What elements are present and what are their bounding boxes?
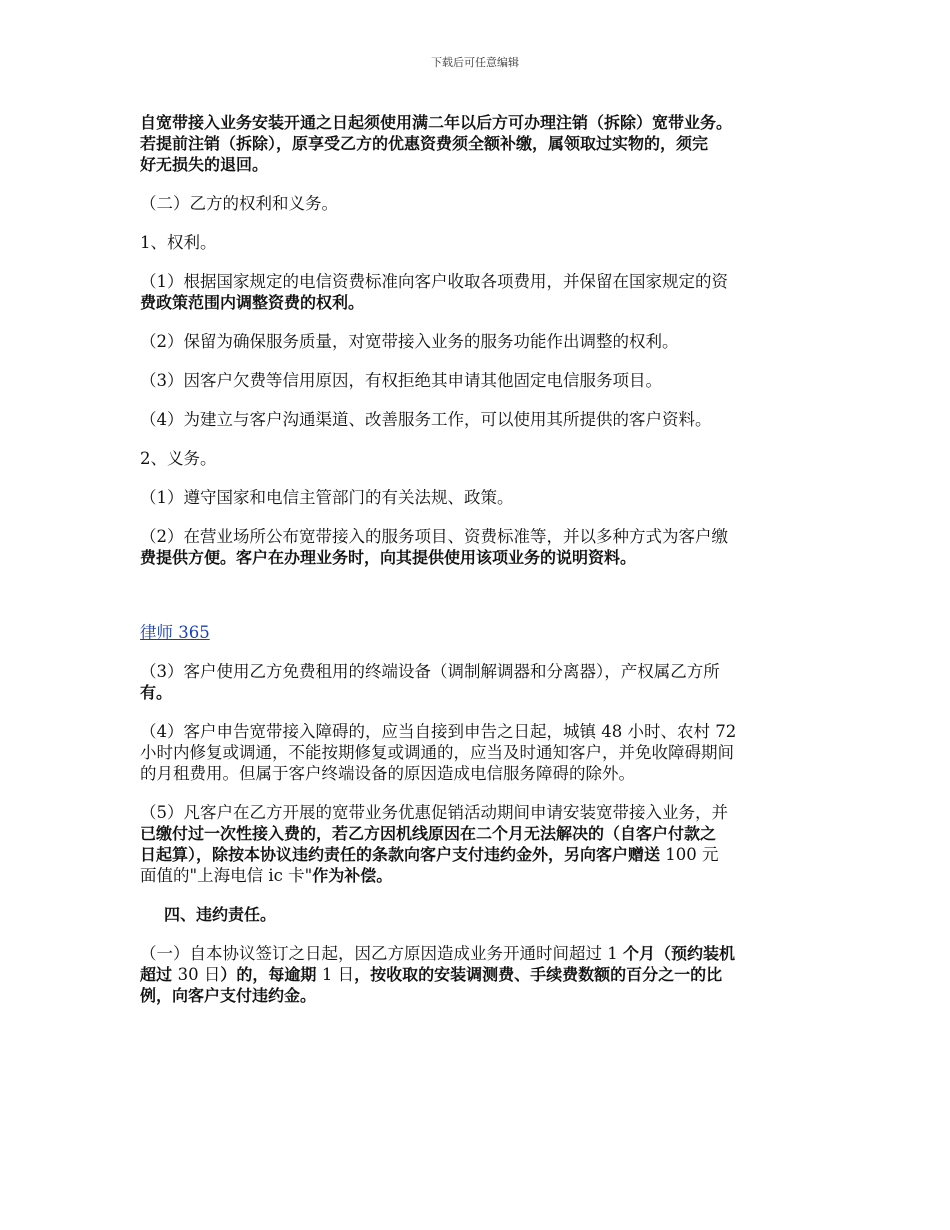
text-line [140,865,820,886]
link-text[interactable]: 律师 365 [140,623,210,642]
text-line: 有。 [140,683,173,702]
rights-heading: 1、权利。 [140,233,217,252]
text-line: （5）凡客户在乙方开展的宽带业务优惠促销活动期间申请安装宽带接入业务，并 [140,803,728,822]
document-body [140,112,820,1006]
text-line [140,844,820,865]
breach-item-1 [140,943,820,1006]
right-item-3: （3）因客户欠费等信用原因，有权拒绝其申请其他固定电信服务项目。 [140,371,662,390]
text-line: 好无损失的退回。 [140,155,269,174]
text-line: 费政策范围内调整资费的权利。 [140,293,365,312]
duty-item-5 [140,802,820,886]
duty-item-2 [140,526,820,568]
duties-heading: 2、义务。 [140,449,217,468]
right-item-4: （4）为建立与客户沟通渠道、改善服务工作，可以使用其所提供的客户资料。 [140,410,712,429]
text-line: 若提前注销（拆除），原享受乙方的优惠资费须全额补缴，属领取过实物的，须完 [140,134,709,153]
section-heading-breach: 四、违约责任。 [164,905,277,924]
text-run: 个月（预约装机 [623,944,736,963]
text-line: 小时内修复或调通，不能按期修复或调通的，应当及时通知客户，并免收障碍期间 [140,743,734,762]
section-heading-party-b: （二）乙方的权利和义务。 [140,194,338,213]
duty-item-3 [140,661,820,703]
text-run: 超过 [140,965,178,984]
text-line: （4）客户申告宽带接入障碍的，应当自接到申告之日起，城镇 48 小时、农村 72 [140,722,737,741]
text-line: （1）根据国家规定的电信资费标准向客户收取各项费用，并保留在国家规定的资 [140,272,728,291]
text-run: 作为补偿。 [312,866,393,885]
duty-item-4 [140,721,820,784]
text-run: 面值的"上海电信 ic 卡" [140,866,313,885]
text-run: 日起算），除按本协议违约责任的条款向客户支付违约金外，另向客户赠送 [140,845,661,864]
text-run: 1 日 [321,965,355,984]
text-line: 自宽带接入业务安装开通之日起须使用满二年以后方可办理注销（拆除）宽带业务。 [140,113,733,132]
paragraph-cancellation [140,112,820,175]
text-run: 30 日 [177,965,221,984]
text-line: 例，向客户支付违约金。 [140,986,317,1005]
text-line: 费提供方便。客户在办理业务时，向其提供使用该项业务的说明资料。 [140,548,637,567]
text-run: ）的，每逾期 [220,965,322,984]
text-line: （2）在营业场所公布宽带接入的服务项目、资费标准等，并以多种方式为客户缴 [140,527,728,546]
page-header: 下载后可任意编辑 [431,56,519,69]
text-run: 100 元 [660,845,719,864]
right-item-1 [140,271,820,313]
text-line: （3）客户使用乙方免费租用的终端设备（调制解调器和分离器），产权属乙方所 [140,662,720,681]
text-line: 已缴付过一次性接入费的，若乙方因机线原因在二个月无法解决的（自客户付款之 [140,824,717,843]
text-line: 的月租费用。但属于客户终端设备的原因造成电信服务障碍的除外。 [140,764,635,783]
text-run: ，按收取的安装调测费、手续费数额的百分之一的比 [354,965,723,984]
text-line [140,964,820,985]
right-item-2: （2）保留为确保服务质量，对宽带接入业务的服务功能作出调整的权利。 [140,332,679,351]
lawyer-link[interactable] [140,622,820,643]
text-line [140,943,820,964]
duty-item-1: （1）遵守国家和电信主管部门的有关法规、政策。 [140,488,514,507]
text-run: （一）自本协议签订之日起，因乙方原因造成业务开通时间超过 1 [140,944,623,963]
